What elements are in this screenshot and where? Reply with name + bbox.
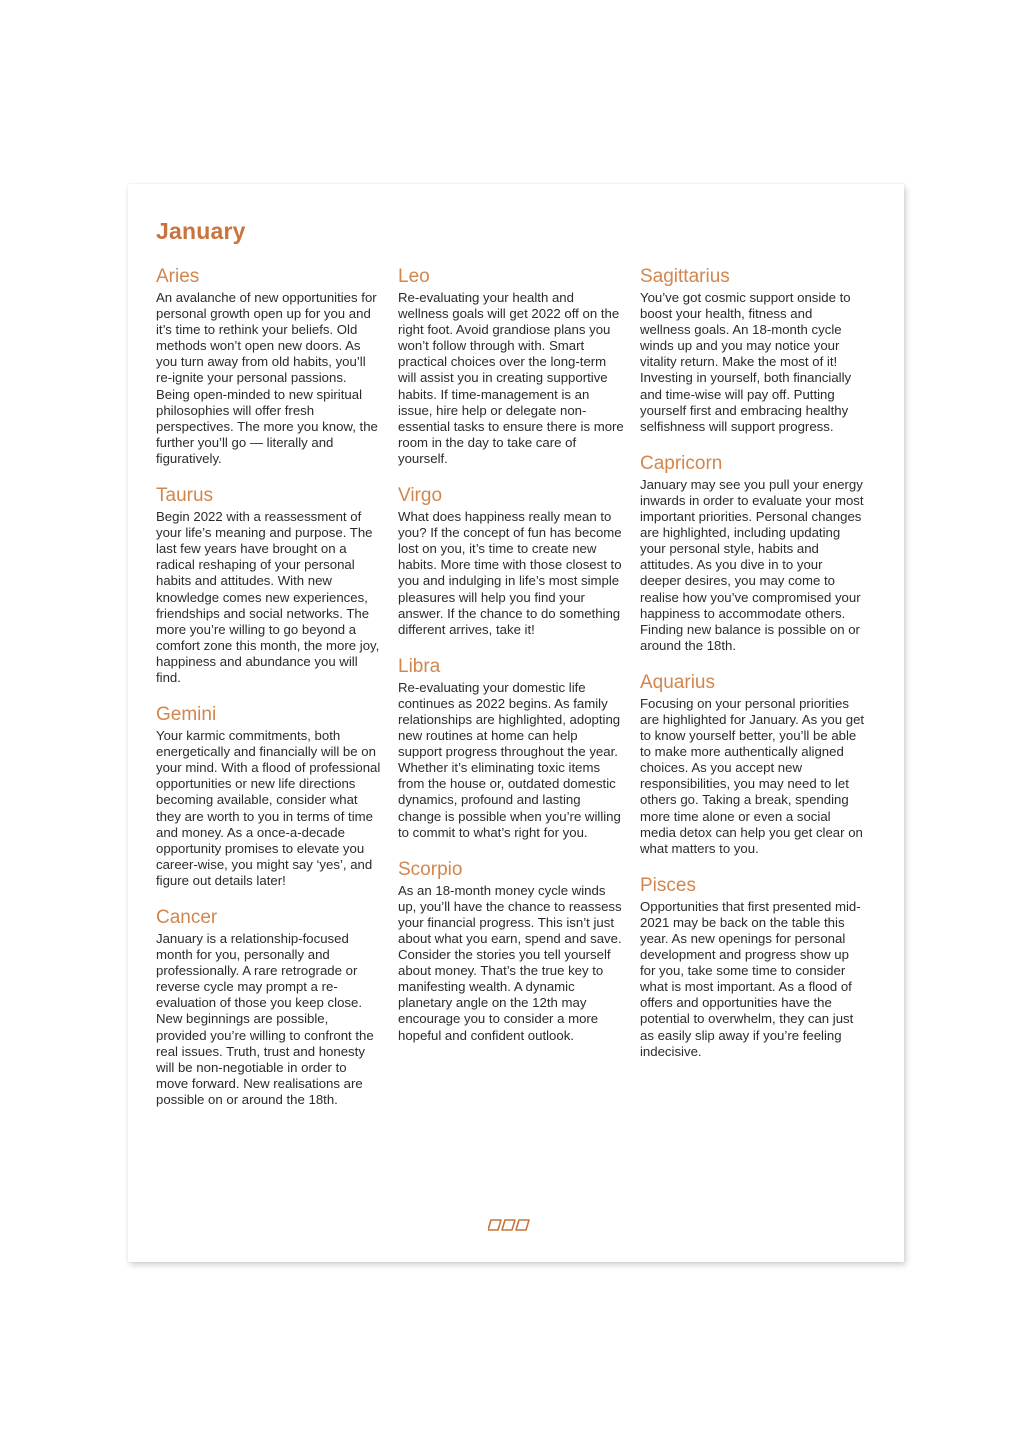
sign-heading: Taurus <box>156 485 214 507</box>
sign-heading: Sagittarius <box>640 266 730 287</box>
brand-logo-icon <box>488 1218 532 1232</box>
sign-horoscope-text: Your karmic commitments, both energetically and financially will be on your mind. With a flood of professional opportunities or new life directions becoming available, consider what they are worth to you in terms of time and money. As a once-a-decade opportunity promises to elevate you career-wise, you might say ‘yes’, and figure out details later! <box>156 728 381 888</box>
sign-horoscope-text: Re-evaluating your domestic life continues as 2022 begins. As family relationships are highlighted, adopting new routines at home can help support progress throughout the year. Whether it’s eliminating toxic items from the house or, outdated domestic dynamics, profound and lasting change is possible when you’re willing to commit to what’s right for you. <box>398 679 621 840</box>
sign-gemini <box>156 704 382 889</box>
sign-heading: Virgo <box>398 485 443 507</box>
sign-horoscope-text: As an 18-month money cycle winds up, you’ll have the chance to reassess your financial progress. This isn’t just about what you earn, spend and save. Consider the stories you tell yourself about money. That’s the true key to manifesting wealth. A dynamic planetary angle on the 12th may encourage you to consider a more hopeful and confident outlook. <box>398 882 622 1043</box>
column-middle <box>398 266 624 1062</box>
sign-horoscope-text: You’ve got cosmic support onside to boost your health, fitness and wellness goals. An 18-month cycle winds up and you may notice your vitality return. Make the most of it! Investing in yourself, both financially and time-wise will pay off. Putting yourself first and embracing healthy selfishness will support progress. <box>640 290 852 434</box>
sign-heading: Aquarius <box>640 671 715 693</box>
sign-leo <box>398 266 624 467</box>
sign-horoscope-text: January may see you pull your energy inwards in order to evaluate your most important priorities. Personal changes are highlighted, including updating your personal style, habits and attitudes. As you dive in to your deeper desires, you may come to realise how you’ve compromised your happiness to accommodate others. Finding new balance is possible on or around the 18th. <box>640 476 864 653</box>
sign-horoscope-text: What does happiness really mean to you? If the concept of fun has become lost on you, it’s time to create new habits. More time with those closest to you and indulging in life’s most simple pleasures will help you find your answer. If the chance to do something different arrives, take it! <box>398 509 622 637</box>
sign-horoscope-text: An avalanche of new opportunities for personal growth open up for you and it’s time to rethink your beliefs. Old methods won’t open new doors. As you turn away from old habits, you’ll re-ignite your personal passions. Being open-minded to new spiritual philosophies will offer fresh perspectives. The more you know, the further you’ll go — literally and figuratively. <box>156 290 378 466</box>
sign-scorpio <box>398 859 624 1044</box>
sign-cancer <box>156 907 382 1108</box>
sign-heading: Gemini <box>156 704 217 726</box>
sign-heading: Pisces <box>640 874 696 896</box>
sign-virgo <box>398 485 624 638</box>
sign-sagittarius <box>640 266 866 435</box>
sign-aries <box>156 266 382 467</box>
sign-horoscope-text: January is a relationship-focused month for you, personally and professionally. A rare retrograde or reverse cycle may prompt a re-evaluation of those you keep close. New beginnings are possible, provided you’re willing to confront the real issues. Truth, trust and honesty will be non-negotiable in order to move forward. New realisations are possible on or around the 18th. <box>156 931 374 1107</box>
page-title: January <box>156 218 246 244</box>
sign-heading: Libra <box>398 655 441 677</box>
sign-libra <box>398 656 624 841</box>
sign-heading: Capricorn <box>640 452 723 474</box>
sign-heading: Cancer <box>156 907 218 928</box>
sign-aquarius <box>640 672 866 857</box>
column-right <box>640 266 866 1078</box>
sign-heading: Scorpio <box>398 858 463 880</box>
sign-horoscope-text: Begin 2022 with a reassessment of your life’s meaning and purpose. The last few years have brought on a radical reshaping of your personal habits and attitudes. With new knowledge comes new experiences, friendships and social networks. The more you’re willing to go beyond a comfort zone this month, the more joy, happiness and abundance you will find. <box>156 509 380 685</box>
sign-heading: Leo <box>398 266 430 287</box>
sign-pisces <box>640 875 866 1060</box>
sign-capricorn <box>640 453 866 654</box>
magazine-page <box>128 184 904 1262</box>
sign-heading: Aries <box>156 266 200 287</box>
sign-taurus <box>156 485 382 686</box>
sign-horoscope-text: Opportunities that first presented mid-2021 may be back on the table this year. As new openings for personal development and progress show up for you, take some time to consider what is most important. As a flood of offers and opportunities have the potential to overwhelm, they can just as easily slip away if you’re feeling indecisive. <box>640 898 861 1059</box>
sign-horoscope-text: Re-evaluating your health and wellness goals will get 2022 off on the right foot. Avoid grandiose plans you won’t follow through with. Smart practical choices over the long-term will assist you in creating supportive habits. If time-management is an issue, hire help or delegate non-essential tasks to ensure there is more room in the day to take care of yourself. <box>398 290 624 466</box>
column-left <box>156 266 382 1126</box>
sign-horoscope-text: Focusing on your personal priorities are highlighted for January. As you get to know yourself better, you’ll be able to make more authentically aligned choices. As you accept new responsibilities, you may need to let others go. Taking a break, spending more time alone or even a social media detox can help you get clear on what matters to you. <box>640 695 865 856</box>
